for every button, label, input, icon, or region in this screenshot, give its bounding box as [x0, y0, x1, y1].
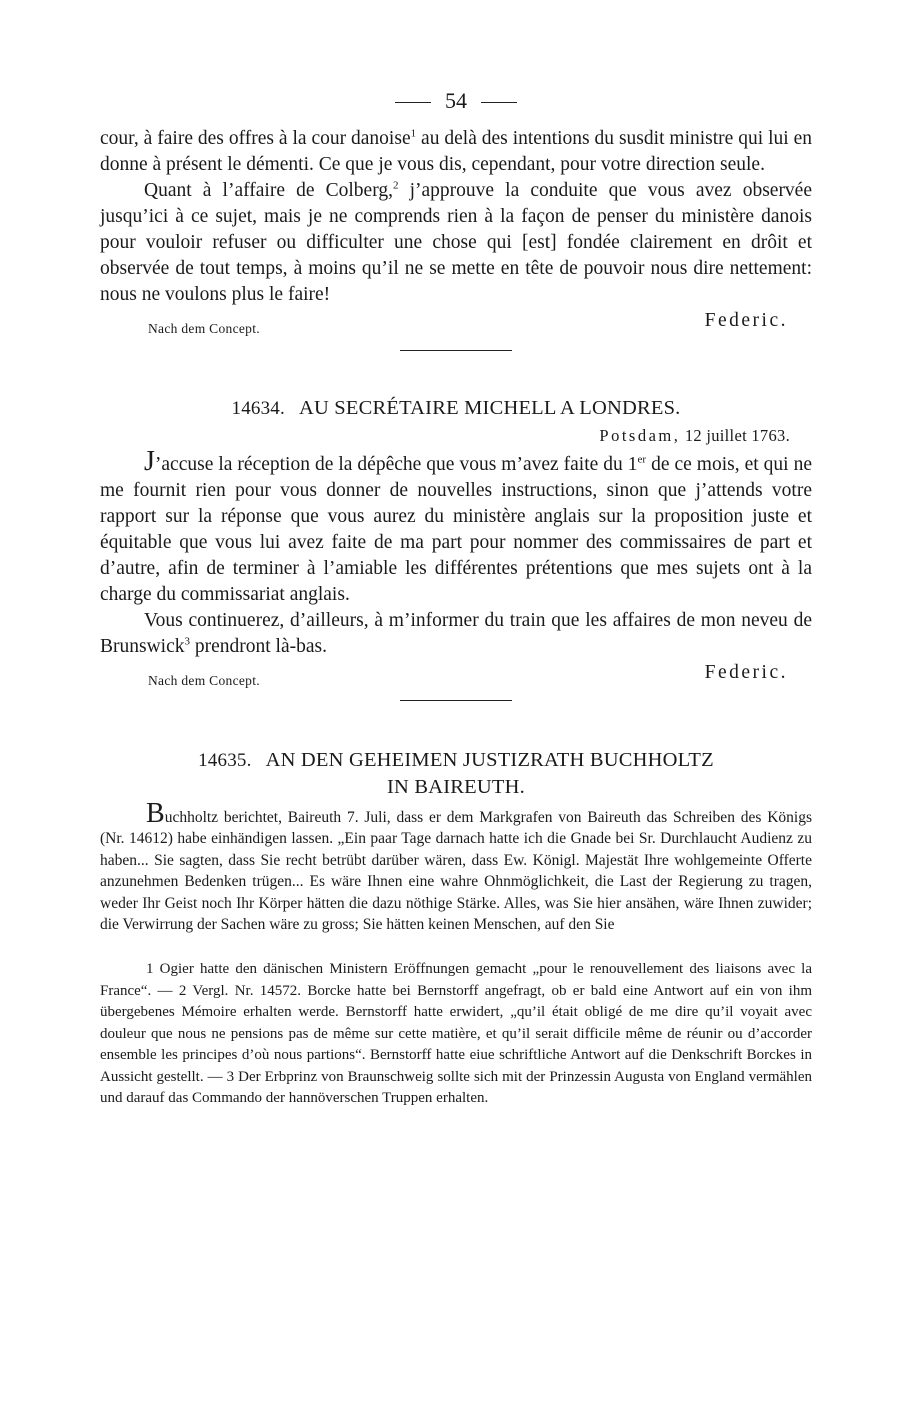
letter-paragraph-2 — [100, 608, 812, 660]
footnote-text: 1 Ogier hatte den dänischen Ministern Eröffnungen gemacht „pour le renouvellement des liaisons avec la France“. — 2 Vergl. Nr. 14572. Borcke hatte bei Bernstorff angefragt, ob er bald eine Antwort auf ein von ihm übergebenes Mémoire erhalten werde. Bernstorff hatte erwidert, „qu’il était obligé de me dire qu’il voyait avec douleur que nous ne pensions pas de même sur cette matière, et qu’il serait difficile même de réunir ou d’accorder ensemble les principes d’où nous partions“. Bernstorff hatte eiue schriftliche Antwort auf die Denkschrift Borckes in Aussicht gestellt. — 3 Der Erbprinz von Braunschweig sollte sich mit der Prinzessin Augusta von England vermählen und darauf das Commando der hannöverschen Truppen erhalten. — [100, 961, 812, 1107]
signature: Federic. — [704, 310, 788, 331]
letter-paragraph-1 — [100, 446, 812, 608]
ordinal-suffix: er — [637, 453, 647, 466]
letter-title — [100, 747, 812, 774]
initial-letter: J — [144, 446, 155, 477]
para-text: au delà des intentions du susdit ministre qui lui en donne à présent le démenti. Ce que je vous dis, cependant, pour votre direction seule. — [100, 128, 813, 175]
dateline — [100, 426, 790, 446]
para-text: cour, à faire des offres à la cour danoise — [100, 128, 411, 149]
letter-number: 14634. — [231, 398, 285, 419]
header-dash-right — [481, 102, 517, 103]
para-text: prendront là-bas. — [190, 636, 327, 657]
para-text: j’approuve la conduite que vous avez observée jusqu’ici à ce sujet, mais je ne comprends rien à la façon de penser du ministère danois pour vouloir refuser ou difficulter une chose qui [est] fondée clairement en drôit et observée de tout temps, à moins qu’il ne se mette en tête de pouvoir nous dire nettement: nous ne voulons plus le faire! — [100, 180, 812, 305]
initial-letter: B — [146, 798, 165, 829]
continuation-paragraph-2 — [100, 178, 812, 308]
letter-body — [100, 446, 812, 688]
signature: Federic. — [704, 662, 788, 683]
letter-14634 — [100, 395, 812, 686]
letter-number: 14635. — [198, 750, 252, 771]
page-number: 54 — [445, 88, 467, 113]
letter-14635 — [100, 747, 812, 935]
para-text: ’accuse la réception de la dépêche que vous m’avez faite du 1 — [154, 454, 638, 475]
source-note: Nach dem Concept. — [148, 321, 260, 336]
continuation-section — [100, 126, 812, 334]
letter-heading-line-1: AN DEN GEHEIMEN JUSTIZRATH BUCHHOLTZ — [265, 749, 714, 771]
summary-paragraph — [100, 798, 812, 935]
letter-title — [100, 395, 812, 422]
letter-title-line-2: IN BAIREUTH. — [387, 776, 525, 798]
footnote-marker-1: 1 — [410, 127, 417, 140]
para-text: Vous continuerez, d’ailleurs, à m’informer du train que les affaires de mon neveu de Brunswick — [100, 610, 812, 657]
place: Potsdam, — [599, 426, 681, 445]
summary-body — [100, 798, 812, 935]
para-text: Quant à l’affaire de Colberg, — [144, 180, 393, 201]
footnotes — [100, 959, 812, 1110]
footnote-marker-2: 2 — [392, 179, 399, 192]
para-text: de ce mois, et qui ne me fournit rien pour vous donner de nouvelles instructions, sinon que j’attends votre rapport sur la réponse que vous aurez du ministère anglais sur la proposition juste et équitable que vous lui avez faite de ma part pour nommer des commissaires de part et d’autre, afin de terminer à l’amiable les différentes prétentions que mes sujets ont à la charge du commissariat anglais. — [100, 454, 812, 605]
header-dash-left — [395, 102, 431, 103]
letter-heading: AU SECRÉTAIRE MICHELL A LONDRES. — [298, 397, 681, 419]
signature-row — [100, 308, 812, 334]
para-text: uchholtz berichtet, Baireuth 7. Juli, dass er dem Markgrafen von Baireuth das Schreiben des Königs (Nr. 14612) habe einhändigen lassen. „Ein paar Tage darnach hatte ich die Gnade bei Sr. Durchlaucht Audienz zu haben... Sie sagten, dass Sie recht betrübt darüber wären, dass Ew. Königl. Majestät Ihre wohlgemeinte Offerte anzunehmen Bedenken trügen... Es wäre Ihnen eine wahre Ohnmöglichkeit, die Last der Regierung zu tragen, weder Ihr Geist noch Ihr Körper hätten die dazu nöthige Stärke. Alles, was Sie hier ansähen, wäre Ihnen zuwider; die Verwirrung der Sachen wäre zu gross; Sie hätten keinen Menschen, auf den Sie — [100, 809, 812, 934]
page-content — [100, 86, 812, 1110]
signature-row — [100, 660, 812, 686]
continuation-paragraph-1 — [100, 126, 812, 178]
page-header — [100, 86, 812, 116]
date: 12 juillet 1763. — [684, 426, 790, 445]
footnote-marker-3: 3 — [184, 635, 190, 648]
source-note: Nach dem Concept. — [148, 673, 260, 688]
